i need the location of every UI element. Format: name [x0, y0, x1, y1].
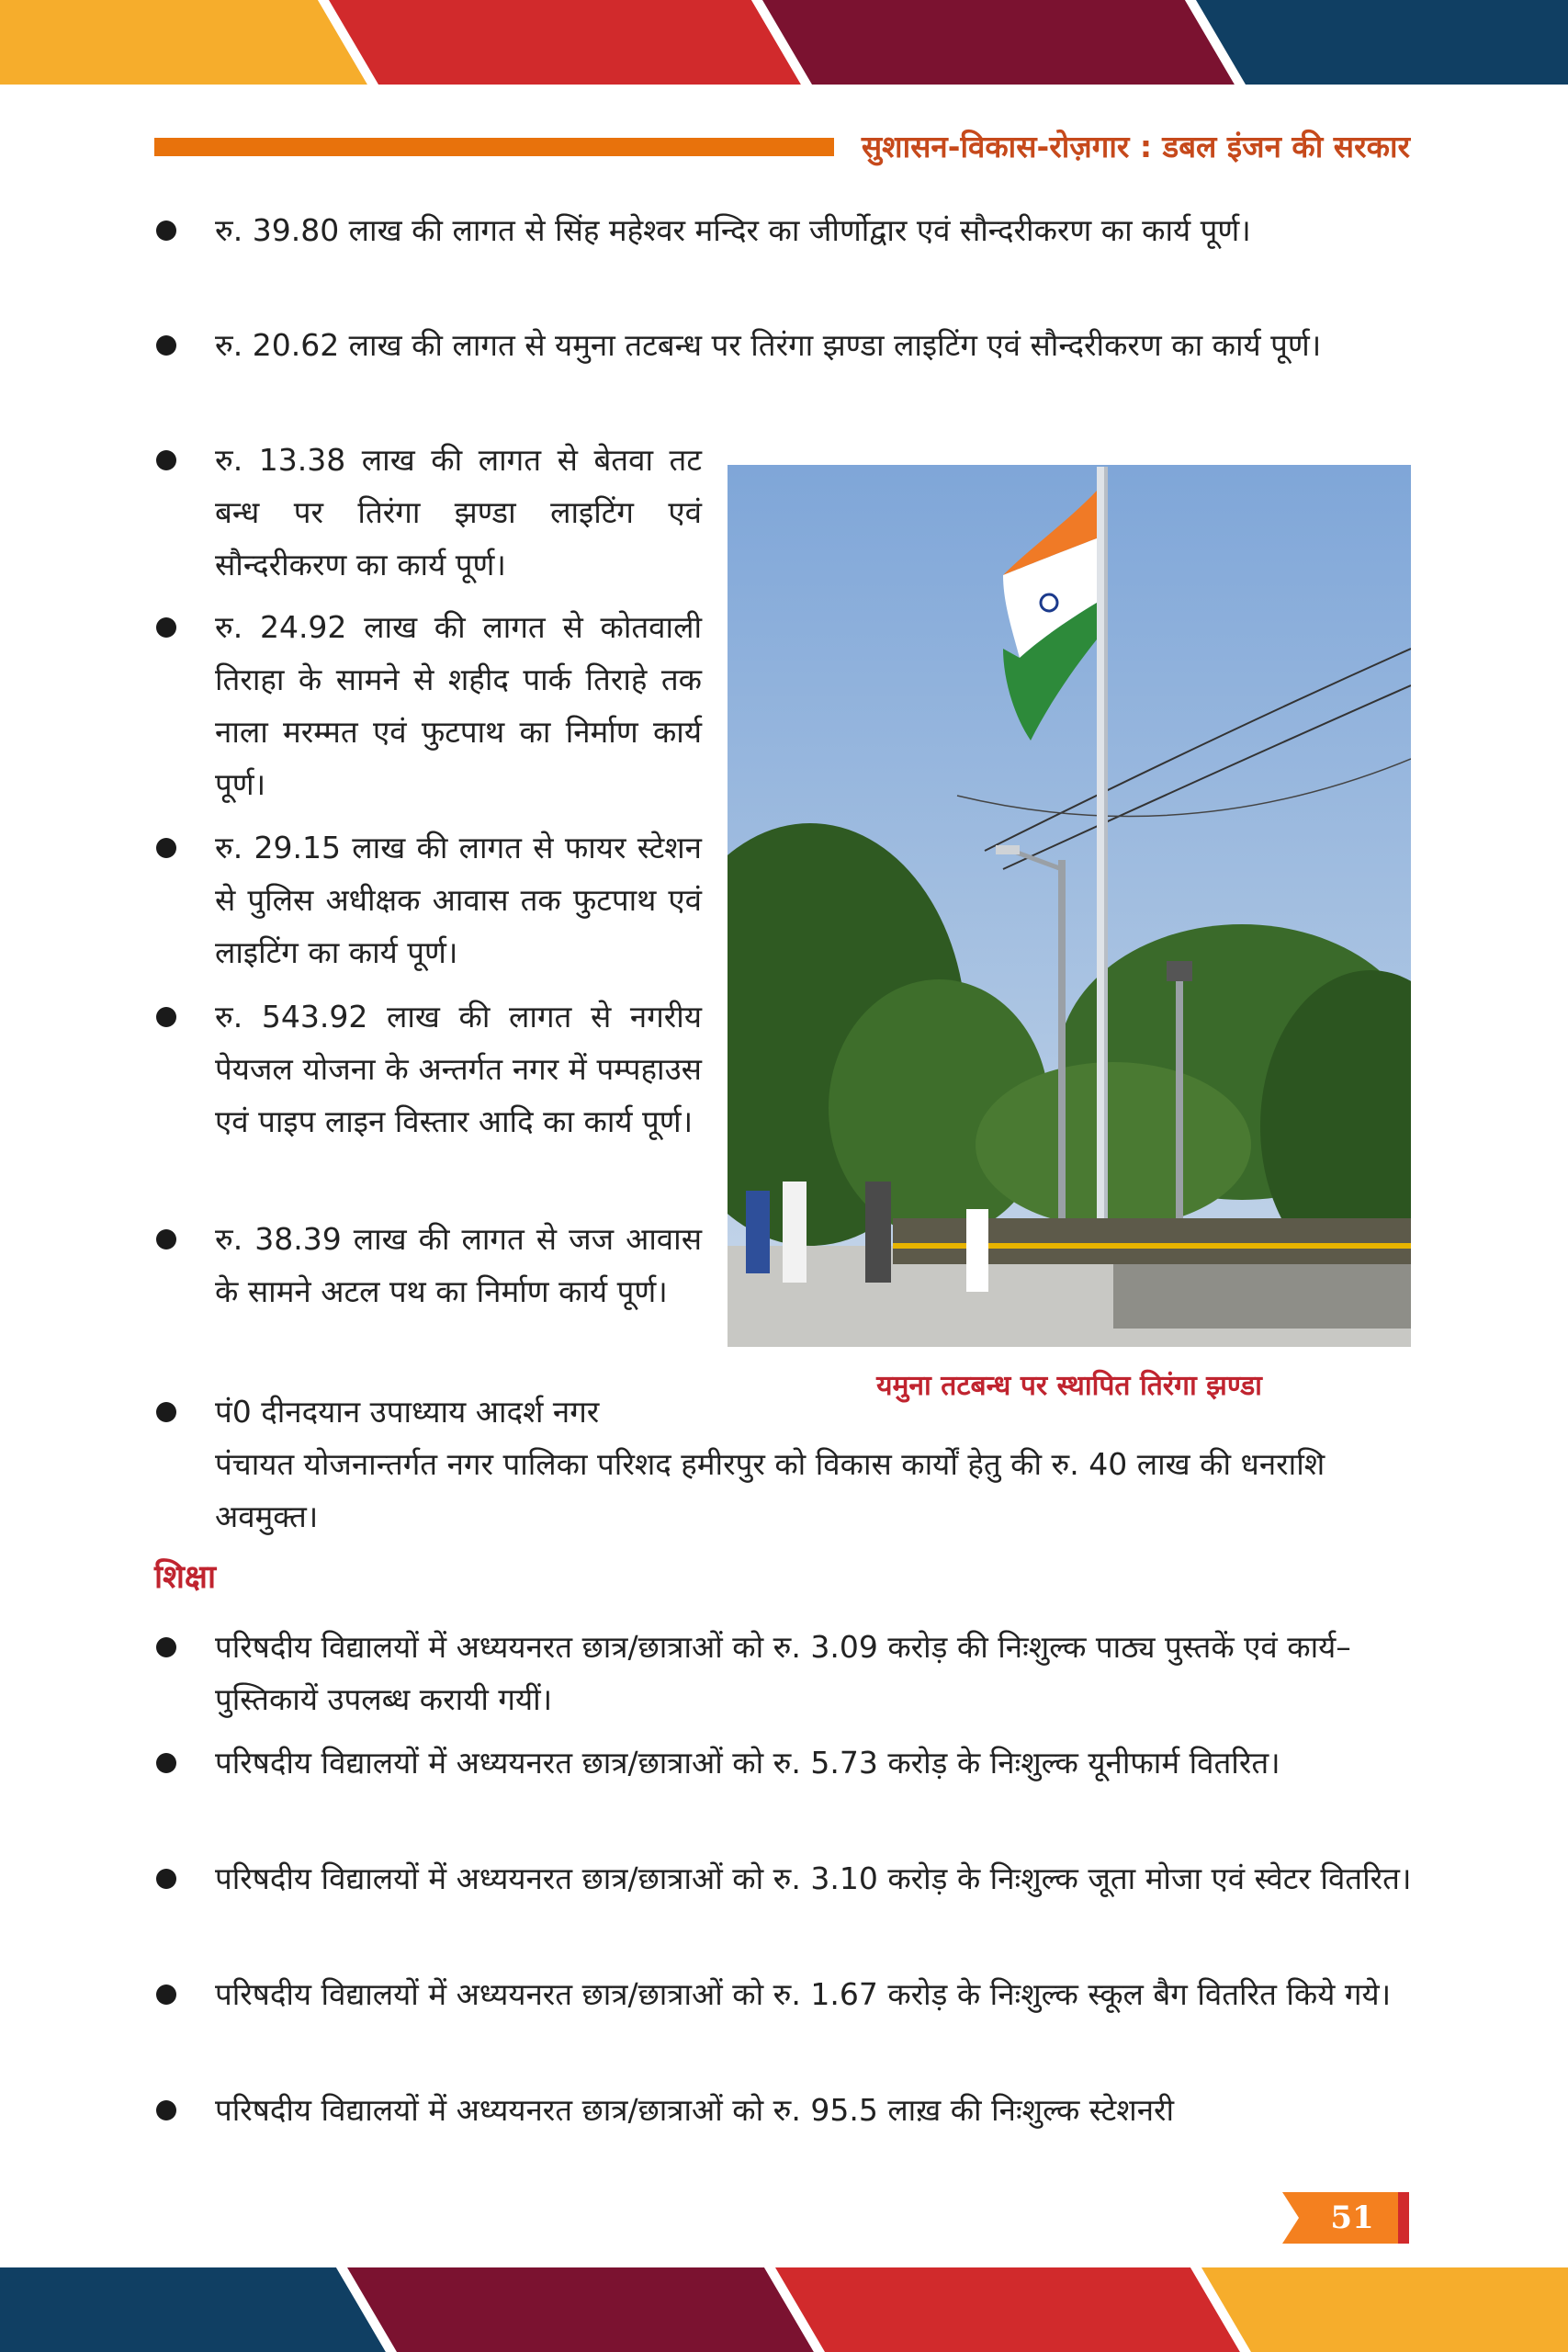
bullet-item-text: रु. 13.38 लाख की लागत से बेतवा तट बन्ध पर तिरंगा झण्डा लाइटिंग एवं सौन्दरीकरण का कार्य पूर्ण।: [215, 442, 702, 582]
bullet-item-text: पं0 दीनदयान उपाध्याय आदर्श नगर: [215, 1394, 600, 1430]
bullet-dot: [156, 617, 176, 638]
header-title: सुशासन-विकास-रोज़गार : डबल इंजन की सरकार: [861, 129, 1410, 164]
bullet-item-text: परिषदीय विद्यालयों में अध्ययनरत छात्र/छात्राओं को रु. 1.67 करोड़ के निःशुल्क स्कूल बैग वितरित किये गये।: [215, 1976, 1392, 2012]
bullet-dot: [156, 335, 176, 356]
bullet-item-text: रु. 543.92 लाख की लागत से नगरीय पेयजल योजना के अन्तर्गत नगर में पम्पहाउस एवं पाइप लाइन विस्तार आदि का कार्य पूर्ण।: [215, 999, 702, 1139]
bullet-item-text: रु. 39.80 लाख की लागत से सिंह महेश्वर मन्दिर का जीर्णोद्वार एवं सौन्दरीकरण का कार्य पूर्ण।: [215, 212, 1251, 248]
bullet-item-text: परिषदीय विद्यालयों में अध्ययनरत छात्र/छात्राओं को रु. 3.10 करोड़ के निःशुल्क जूता मोजा एवं स्वेटर वितरित।: [215, 1860, 1412, 1896]
bullet-dot: [156, 1402, 176, 1422]
bullet-item-text: रु. 24.92 लाख की लागत से कोतवाली तिराहा के सामने से शहीद पार्क तिराहे तक नाला मरम्मत एवं फुटपाथ का निर्माण कार्य पूर्ण।: [215, 609, 702, 802]
bullet-dot: [156, 1229, 176, 1250]
bullet-dot: [156, 220, 176, 241]
top-color-band: [0, 0, 1568, 85]
page-number-badge: [1282, 2192, 1409, 2244]
photo-caption: यमुना तटबन्ध पर स्थापित तिरंगा झण्डा: [876, 1370, 1262, 1402]
bullet-dot: [156, 450, 176, 470]
bullet-dot: [156, 1007, 176, 1027]
section-heading-education: शिक्षा: [154, 1559, 217, 1596]
header-rule: [154, 138, 834, 156]
bullet-item-text-continued: पंचायत योजनान्तर्गत नगर पालिका परिशद हमीरपुर को विकास कार्यों हेतु की रु. 40 लाख की धनराशि अवमुक्त।: [215, 1446, 1325, 1534]
bullet-dot: [156, 1984, 176, 2005]
bullet-dot: [156, 1869, 176, 1889]
bullet-item-text: रु. 29.15 लाख की लागत से फायर स्टेशन से पुलिस अधीक्षक आवास तक फुटपाथ एवं लाइटिंग का कार्य पूर्ण।: [215, 830, 702, 970]
bullet-item-text: परिषदीय विद्यालयों में अध्ययनरत छात्र/छात्राओं को रु. 3.09 करोड़ की निःशुल्क पाठ्य पुस्तकें एवं कार्य–पुस्तिकायें उपलब्ध करायी गयीं।: [215, 1629, 1351, 1717]
bullet-dot: [156, 1753, 176, 1773]
bullet-item-text: रु. 20.62 लाख की लागत से यमुना तटबन्ध पर तिरंगा झण्डा लाइटिंग एवं सौन्दरीकरण का कार्य पूर्ण।: [215, 327, 1322, 363]
bullet-item-text: परिषदीय विद्यालयों में अध्ययनरत छात्र/छात्राओं को रु. 5.73 करोड़ के निःशुल्क यूनीफार्म वितरित।: [215, 1745, 1280, 1781]
bullet-dot: [156, 1637, 176, 1657]
bullet-item-text: रु. 38.39 लाख की लागत से जज आवास के सामने अटल पथ का निर्माण कार्य पूर्ण।: [215, 1221, 702, 1309]
page-number: 51: [1330, 2199, 1374, 2236]
bottom-color-band: [0, 2267, 1568, 2352]
bullet-dot: [156, 2100, 176, 2120]
bullet-item-text: परिषदीय विद्यालयों में अध्ययनरत छात्र/छात्राओं को रु. 95.5 लाख़ की निःशुल्क स्टेशनरी: [215, 2092, 1175, 2128]
flag-photo: [728, 465, 1411, 1347]
bullet-dot: [156, 838, 176, 858]
